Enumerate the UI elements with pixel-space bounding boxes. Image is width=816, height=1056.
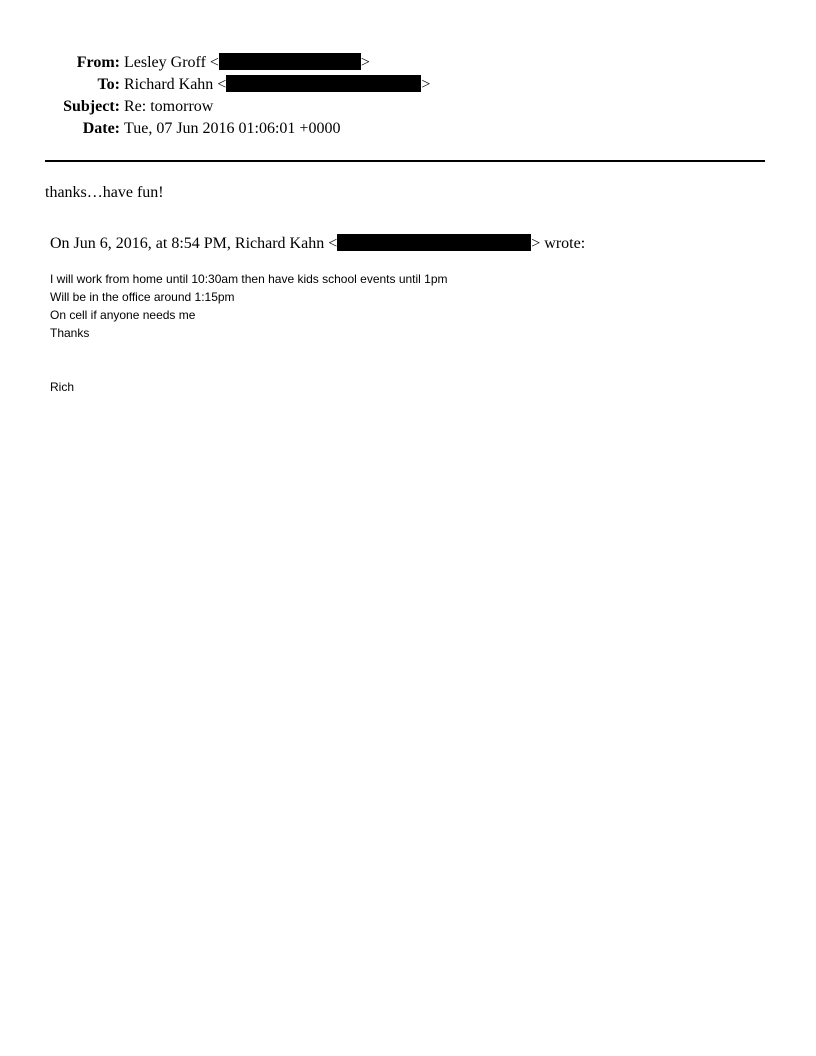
quoted-line: Thanks bbox=[50, 326, 90, 340]
to-value bbox=[124, 74, 430, 96]
subject-value: Re: tomorrow bbox=[124, 98, 214, 115]
from-email-redaction bbox=[219, 53, 361, 70]
from-name: Lesley Groff < bbox=[124, 54, 219, 71]
blank-line bbox=[50, 342, 448, 360]
header-divider bbox=[45, 160, 765, 162]
quoted-line: Will be in the office around 1:15pm bbox=[50, 290, 235, 304]
subject-label: Subject: bbox=[63, 98, 120, 115]
quoted-line: On cell if anyone needs me bbox=[50, 308, 196, 322]
quoted-body bbox=[50, 270, 448, 396]
from-close: > bbox=[360, 54, 370, 71]
from-value bbox=[124, 52, 370, 74]
subject-row bbox=[0, 96, 816, 118]
blank-line bbox=[50, 360, 448, 378]
date-label: Date: bbox=[82, 120, 120, 137]
quoted-line: I will work from home until 10:30am then have kids school events until 1pm bbox=[50, 272, 448, 286]
from-row bbox=[0, 52, 816, 74]
to-email-redaction bbox=[226, 75, 421, 92]
email-header bbox=[0, 52, 816, 140]
to-row bbox=[0, 74, 816, 96]
date-row bbox=[0, 118, 816, 140]
quoted-email-redaction bbox=[337, 234, 531, 251]
date-value: Tue, 07 Jun 2016 01:06:01 +0000 bbox=[124, 120, 341, 137]
quoted-intro: On Jun 6, 2016, at 8:54 PM, Richard Kahn < bbox=[50, 235, 338, 252]
quoted-intro-line bbox=[50, 233, 585, 255]
quoted-signature: Rich bbox=[50, 380, 75, 394]
quoted-intro-close: > wrote: bbox=[531, 235, 586, 252]
to-name: Richard Kahn < bbox=[124, 76, 227, 93]
to-close: > bbox=[421, 76, 431, 93]
to-label: To: bbox=[97, 76, 120, 93]
reply-text: thanks…have fun! bbox=[45, 184, 164, 201]
from-label: From: bbox=[76, 54, 120, 71]
